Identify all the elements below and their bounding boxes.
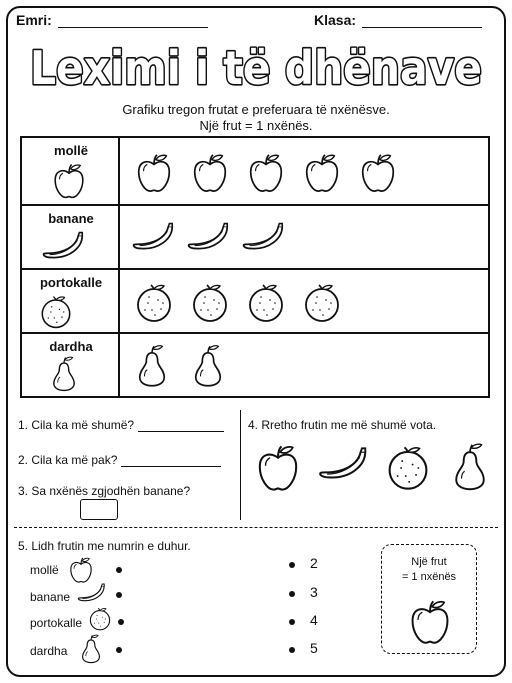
class-label: Klasa: <box>314 12 357 28</box>
question-5-text: 5. Lidh frutin me numrin e duhur. <box>18 539 191 553</box>
graph-row-apple <box>22 138 488 206</box>
match-label-orange: portokalle <box>30 616 83 630</box>
pear-icon <box>80 634 102 664</box>
match-number-4: 4 <box>310 612 318 628</box>
subtitle-line-1: Grafiku tregon frutat e preferuara të nxënësve. <box>122 102 390 117</box>
section-divider <box>14 527 498 528</box>
apple-icon <box>302 152 342 194</box>
question-4-text: 4. Rretho frutin me më shumë vota. <box>248 418 437 432</box>
match-dot-banana[interactable] <box>116 592 122 598</box>
question-3-text: 3. Sa nxënës zgjodhën banane? <box>18 484 191 498</box>
orange-icon <box>38 294 74 330</box>
match-dot-apple[interactable] <box>116 567 122 573</box>
orange-icon <box>190 282 230 324</box>
apple-icon <box>68 556 94 584</box>
match-label-banana: banane <box>30 590 71 604</box>
row-label: mollë <box>54 143 88 158</box>
graph-row-pear <box>22 334 488 396</box>
orange-icon <box>246 282 286 324</box>
row-label: dardha <box>49 339 93 354</box>
class-field[interactable] <box>314 12 482 28</box>
banana-icon <box>40 230 88 262</box>
apple-icon <box>51 162 87 200</box>
banana-icon <box>76 582 108 604</box>
name-field[interactable] <box>16 12 208 28</box>
row-label: portokalle <box>39 275 103 290</box>
pictograph <box>20 136 490 398</box>
question-1 <box>18 418 224 432</box>
answer-box-3[interactable] <box>80 499 118 520</box>
circle-option-banana-icon[interactable] <box>316 444 372 484</box>
name-label: Emri: <box>16 12 52 28</box>
orange-icon <box>134 282 174 324</box>
pear-icon <box>50 356 78 392</box>
match-label-pear: dardha <box>30 644 68 658</box>
column-divider <box>240 410 241 520</box>
legend-key <box>381 544 477 654</box>
graph-row-banana <box>22 206 488 270</box>
subtitle-line-2: Një frut = 1 nxënës. <box>199 118 313 133</box>
orange-icon <box>88 606 112 632</box>
graph-row-orange <box>22 270 488 334</box>
answer-line-1[interactable] <box>138 431 224 432</box>
page-title-text: Leximi i të dhënave <box>30 41 482 95</box>
banana-icon <box>240 220 288 254</box>
question-1-text: 1. Cila ka më shumë? <box>18 418 135 432</box>
match-dot-5[interactable] <box>289 647 295 653</box>
match-dot-3[interactable] <box>289 591 295 597</box>
circle-option-orange-icon[interactable] <box>385 443 431 493</box>
apple-icon <box>134 152 174 194</box>
apple-icon <box>358 152 398 194</box>
class-line[interactable] <box>362 27 482 28</box>
name-line[interactable] <box>58 27 208 28</box>
orange-icon <box>302 282 342 324</box>
circle-option-pear-icon[interactable] <box>452 441 488 493</box>
match-number-5: 5 <box>310 640 318 656</box>
banana-icon <box>130 220 178 254</box>
match-dot-pear[interactable] <box>116 647 122 653</box>
banana-icon <box>185 220 233 254</box>
match-number-2: 2 <box>310 555 318 571</box>
pear-icon <box>192 344 224 388</box>
row-label-cell <box>22 334 120 396</box>
circle-option-apple-icon[interactable] <box>255 443 301 493</box>
match-label-apple: mollë <box>30 563 59 577</box>
legend-line-1: Një frut <box>411 556 447 568</box>
match-dot-4[interactable] <box>289 619 295 625</box>
apple-icon <box>408 598 452 646</box>
row-label-cell <box>22 138 120 204</box>
match-dot-orange[interactable] <box>118 619 124 625</box>
apple-icon <box>190 152 230 194</box>
row-label-cell <box>22 206 120 268</box>
question-2-text: 2. Cila ka më pak? <box>18 453 118 467</box>
apple-icon <box>246 152 286 194</box>
page-title <box>0 34 512 100</box>
match-dot-2[interactable] <box>289 562 295 568</box>
match-number-3: 3 <box>310 584 318 600</box>
answer-line-2[interactable] <box>121 466 221 467</box>
pear-icon <box>136 344 168 388</box>
question-2 <box>18 453 221 467</box>
legend-key-text <box>382 555 476 585</box>
legend-line-2: = 1 nxënës <box>401 571 457 583</box>
row-label: banane <box>48 211 94 226</box>
row-label-cell <box>22 270 120 332</box>
